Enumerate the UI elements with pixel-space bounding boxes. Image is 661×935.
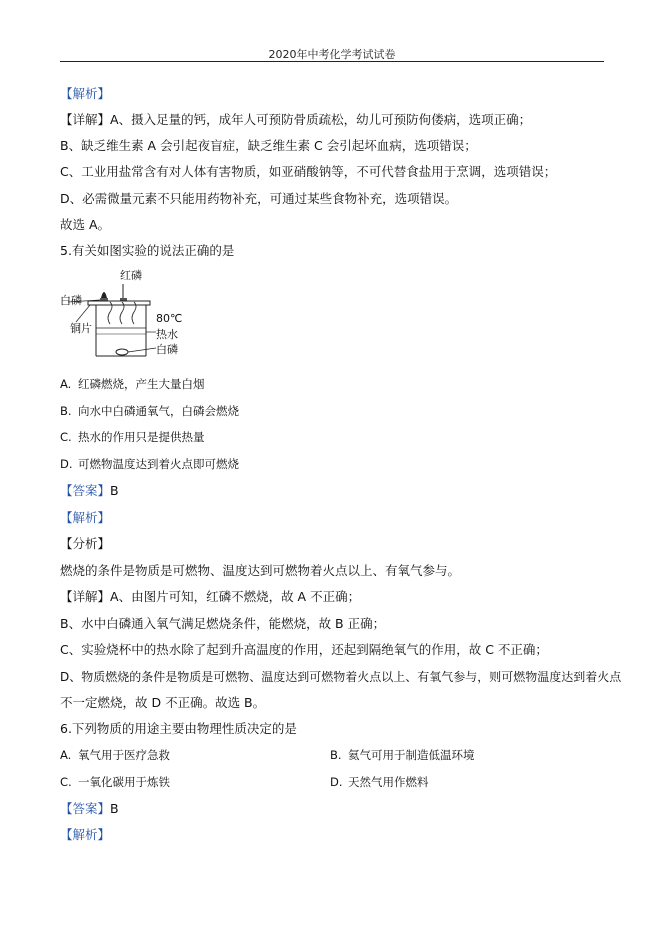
option-letter: B. xyxy=(60,404,72,418)
flame-icon xyxy=(101,292,107,298)
answer-choice-line: 故选 A。 xyxy=(60,217,111,232)
white-phosphorus-top-label: 白磷 xyxy=(60,294,82,307)
answer-6 xyxy=(60,801,119,817)
analysis-label-6: 【解析】 xyxy=(60,827,111,842)
q6-option-a xyxy=(60,748,170,763)
option-letter: A. xyxy=(60,377,72,391)
analysis-label: 【解析】 xyxy=(60,86,111,101)
option-letter: B. xyxy=(330,748,342,762)
white-phosphorus-bottom-shape xyxy=(116,349,128,355)
option-letter: C. xyxy=(60,775,72,789)
answer-label: 【答案】 xyxy=(60,483,111,498)
answer-label: 【答案】 xyxy=(60,801,111,816)
page-header: 2020年中考化学考试试卷 xyxy=(268,48,396,61)
white-phosphorus-bottom-label: 白磷 xyxy=(156,343,178,356)
combustion-condition: 燃烧的条件是物质是可燃物、温度达到可燃物着火点以上、有氧气参与。 xyxy=(60,563,461,578)
option-text: 可燃物温度达到着火点即可燃烧 xyxy=(78,457,239,471)
detail-line-c: C、工业用盐常含有对人体有害物质，如亚硝酸钠等，不可代替食盐用于烹调，选项错误； xyxy=(60,164,557,179)
answer-value: B xyxy=(110,483,119,498)
option-letter: D. xyxy=(60,457,73,471)
white-phosphorus-bottom-pointer xyxy=(128,348,156,352)
fenxi-label: 【分析】 xyxy=(60,536,111,551)
detail-5-c: C、实验烧杯中的热水除了起到升高温度的作用，还起到隔绝氧气的作用，故 C 不正确； xyxy=(60,642,548,657)
option-text: 一氧化碳用于炼铁 xyxy=(78,775,170,789)
header-rule xyxy=(60,61,604,62)
option-letter: C. xyxy=(60,430,72,444)
q5-option-d xyxy=(60,457,239,472)
option-text: 天然气用作燃料 xyxy=(348,775,429,789)
q6-option-d xyxy=(330,775,429,790)
answer-5 xyxy=(60,483,119,499)
copper-sheet-label: 铜片 xyxy=(70,322,92,335)
option-text: 热水的作用只是提供热量 xyxy=(78,430,205,444)
experiment-figure xyxy=(60,268,190,360)
answer-value: B xyxy=(110,801,119,816)
analysis-label-5: 【解析】 xyxy=(60,510,111,525)
detail-label: 【详解】 xyxy=(60,112,111,127)
option-text: 红磷燃烧，产生大量白烟 xyxy=(78,377,205,391)
option-text: 氧气用于医疗急救 xyxy=(78,748,170,762)
detail-5-a xyxy=(60,589,360,605)
detail-text: A、由图片可知，红磷不燃烧，故 A 不正确； xyxy=(110,589,361,604)
detail-line-a xyxy=(60,112,531,128)
detail-line-d: D、必需微量元素不只能用药物补充，可通过某些食物补充，选项错误。 xyxy=(60,191,458,206)
red-phosphorus-label: 红磷 xyxy=(120,269,142,282)
option-text: 氦气可用于制造低温环境 xyxy=(348,748,475,762)
option-text: 向水中白磷通氧气，白磷会燃烧 xyxy=(78,404,239,418)
detail-5-d: D、物质燃烧的条件是物质是可燃物、温度达到可燃物着火点以上、有氧气参与，则可燃物温度达到着火点 xyxy=(60,670,622,684)
question-6: 6.下列物质的用途主要由物理性质决定的是 xyxy=(60,721,297,736)
q5-option-a xyxy=(60,377,205,392)
q5-option-b xyxy=(60,404,239,419)
q6-option-b xyxy=(330,748,475,763)
hot-water-label: 热水 xyxy=(156,328,178,341)
detail-label: 【详解】 xyxy=(60,589,111,604)
question-5: 5.有关如图实验的说法正确的是 xyxy=(60,243,235,258)
detail-5-d-cont: 不一定燃烧，故 D 不正确。故选 B。 xyxy=(60,695,266,710)
detail-text: A、摄入足量的钙，成年人可预防骨质疏松，幼儿可预防佝偻病，选项正确； xyxy=(110,112,532,127)
option-letter: D. xyxy=(330,775,343,789)
copper-sheet-shape xyxy=(88,301,150,305)
q5-option-c xyxy=(60,430,205,445)
q6-option-c xyxy=(60,775,170,790)
detail-5-b: B、水中白磷通入氧气满足燃烧条件，能燃烧，故 B 正确； xyxy=(60,616,386,631)
option-letter: A. xyxy=(60,748,72,762)
temperature-label: 80℃ xyxy=(156,312,183,325)
detail-line-b: B、缺乏维生素 A 会引起夜盲症，缺乏维生素 C 会引起坏血病，选项错误； xyxy=(60,138,477,153)
